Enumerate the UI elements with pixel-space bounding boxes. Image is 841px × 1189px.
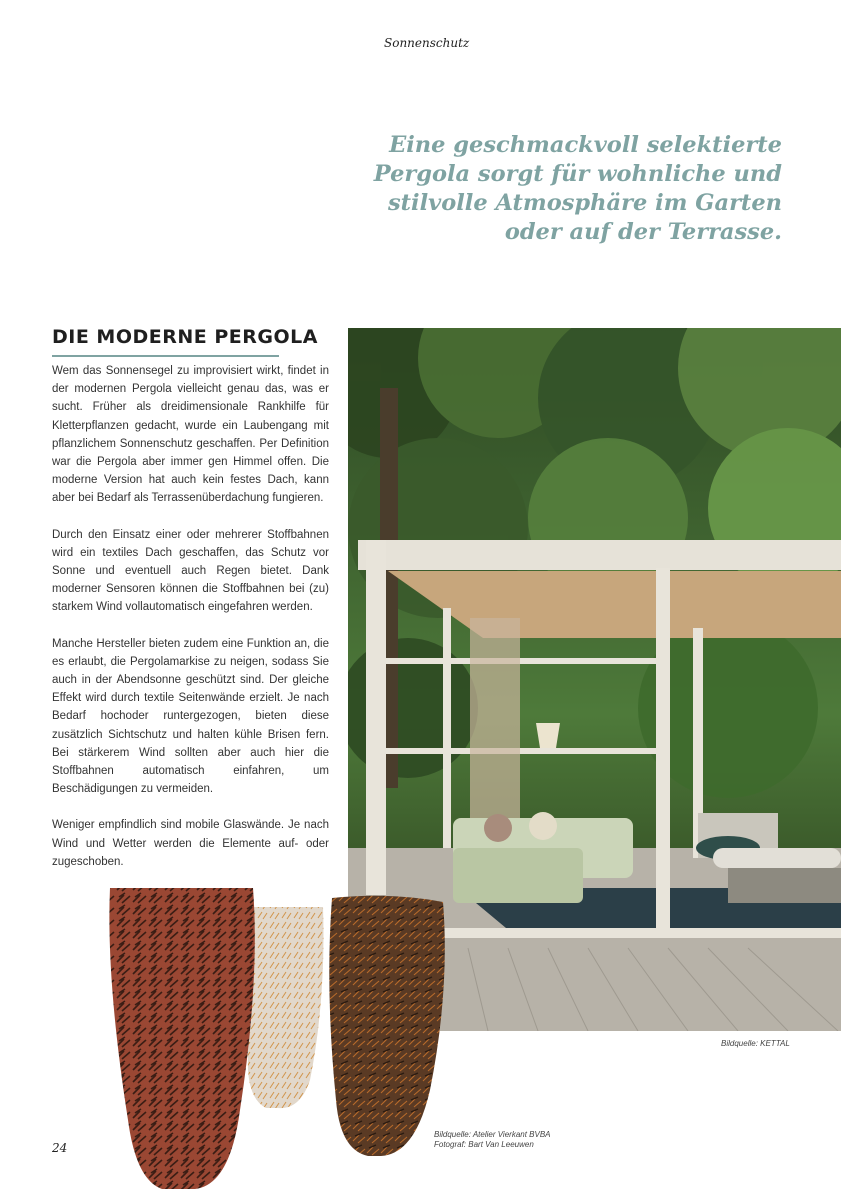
vases-caption-source: Bildquelle: Atelier Vierkant BVBA [434,1130,551,1139]
vases-photo [100,880,460,1189]
article-title: DIE MODERNE PERGOLA [52,326,318,348]
pull-quote-line: oder auf der Terrasse. [504,219,782,245]
page-number: 24 [52,1141,68,1155]
paragraph: Manche Hersteller bieten zudem eine Funktion an, die es erlaubt, die Pergolamarkise zu neigen, sodass Sie auch in der Abendsonne geschützt sind. Der gleiche Effekt wird durch textile Seitenwände erzielt. Je nach Bedarf hochoder runtergezogen, bieten diese zusätzlich Sichtschutz und halten kühle Brisen fern. Bei stärkerem Wind sollten aber auch hier die Stoffbahnen automatisch einfahren, um Beschädigungen zu vermeiden. [52,637,329,796]
article-body [52,362,329,889]
paragraph: Wem das Sonnensegel zu improvisiert wirkt, findet in der modernen Pergola vielleicht genau das, was er sucht. Früher als dreidimensionale Rankhilfe für Kletterpflanzen gedacht, wurde ein Laubengang mit pflanzlichem Sonnenschutz geschaffen. Per Definition war die Pergola aber immer gen Himmel offen. Die moderne Version hat auch kein festes Dach, kann aber bei Bedarf als Terrassenüberdachung fungieren. [52,365,329,505]
paragraph: Weniger empfindlich sind mobile Glaswände. Je nach Wind und Wetter werden die Elemente auf- oder zugeschoben. [52,819,329,868]
pull-quote-line: Eine geschmackvoll selektierte [389,132,782,158]
section-header: Sonnenschutz [384,36,470,50]
paragraph: Durch den Einsatz einer oder mehrerer Stoffbahnen wird ein textiles Dach geschaffen, das Schutz vor Sonne und eventuell auch Regen bietet. Dank moderner Sensoren können die Stoffbahnen bei (zu) starkem Wind vollautomatisch eingefahren werden. [52,528,329,614]
title-underline [52,355,279,357]
pull-quote [360,131,782,247]
photo-caption: Bildquelle: KETTAL [721,1039,790,1048]
pull-quote-line: Pergola sorgt für wohnliche und [373,161,782,187]
vases-caption-photographer: Fotograf: Bart Van Leeuwen [434,1140,534,1149]
pull-quote-line: stilvolle Atmosphäre im Garten [388,190,782,216]
vases-caption [434,1130,551,1150]
